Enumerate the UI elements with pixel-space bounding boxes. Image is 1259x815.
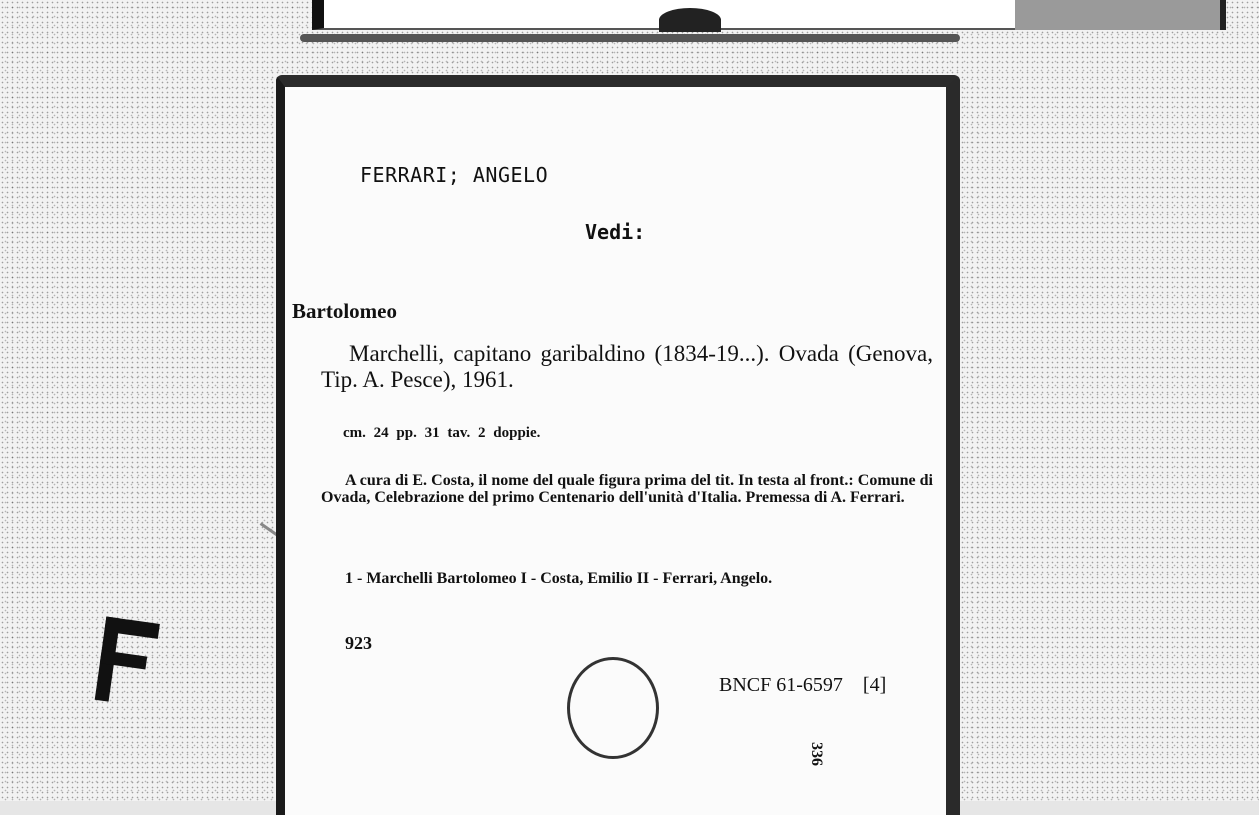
vertical-number: 336 [808,742,825,766]
card-heading: FERRARI; ANGELO [360,163,549,187]
card-index: [4] [862,674,887,696]
notes-paragraph: A cura di E. Costa, il nome del quale figura prima del tit. In testa al front.: Comune di Ovada, Celebrazione del primo Centenario dell'unità d'Italia. Premessa di A. Ferrari. [321,472,933,506]
class-number: 923 [345,633,372,653]
card-hole [659,8,721,32]
see-reference: Vedi: [585,220,646,244]
drawer-rod [300,34,960,42]
catalog-card [276,75,960,815]
title-statement: Marchelli, capitano garibaldino (1834-19⁠...). Ovada (Genova, Tip. A. Pesce), 1961. [321,341,933,392]
bncf-number: BNCF 61-6597 [719,674,843,696]
bncf-reference [719,674,886,697]
adjacent-card-edge [1015,0,1226,30]
punch-hole-stamp [567,657,659,759]
previous-card-edge [312,0,1033,30]
tracings: 1 - Marchelli Bartolomeo I - Costa, Emilio II - Ferrari, Angelo. [345,570,773,587]
entry-name: Bartolomeo [292,299,397,323]
physical-description: cm. 24 pp. 31 tav. 2 doppie. [343,425,541,441]
